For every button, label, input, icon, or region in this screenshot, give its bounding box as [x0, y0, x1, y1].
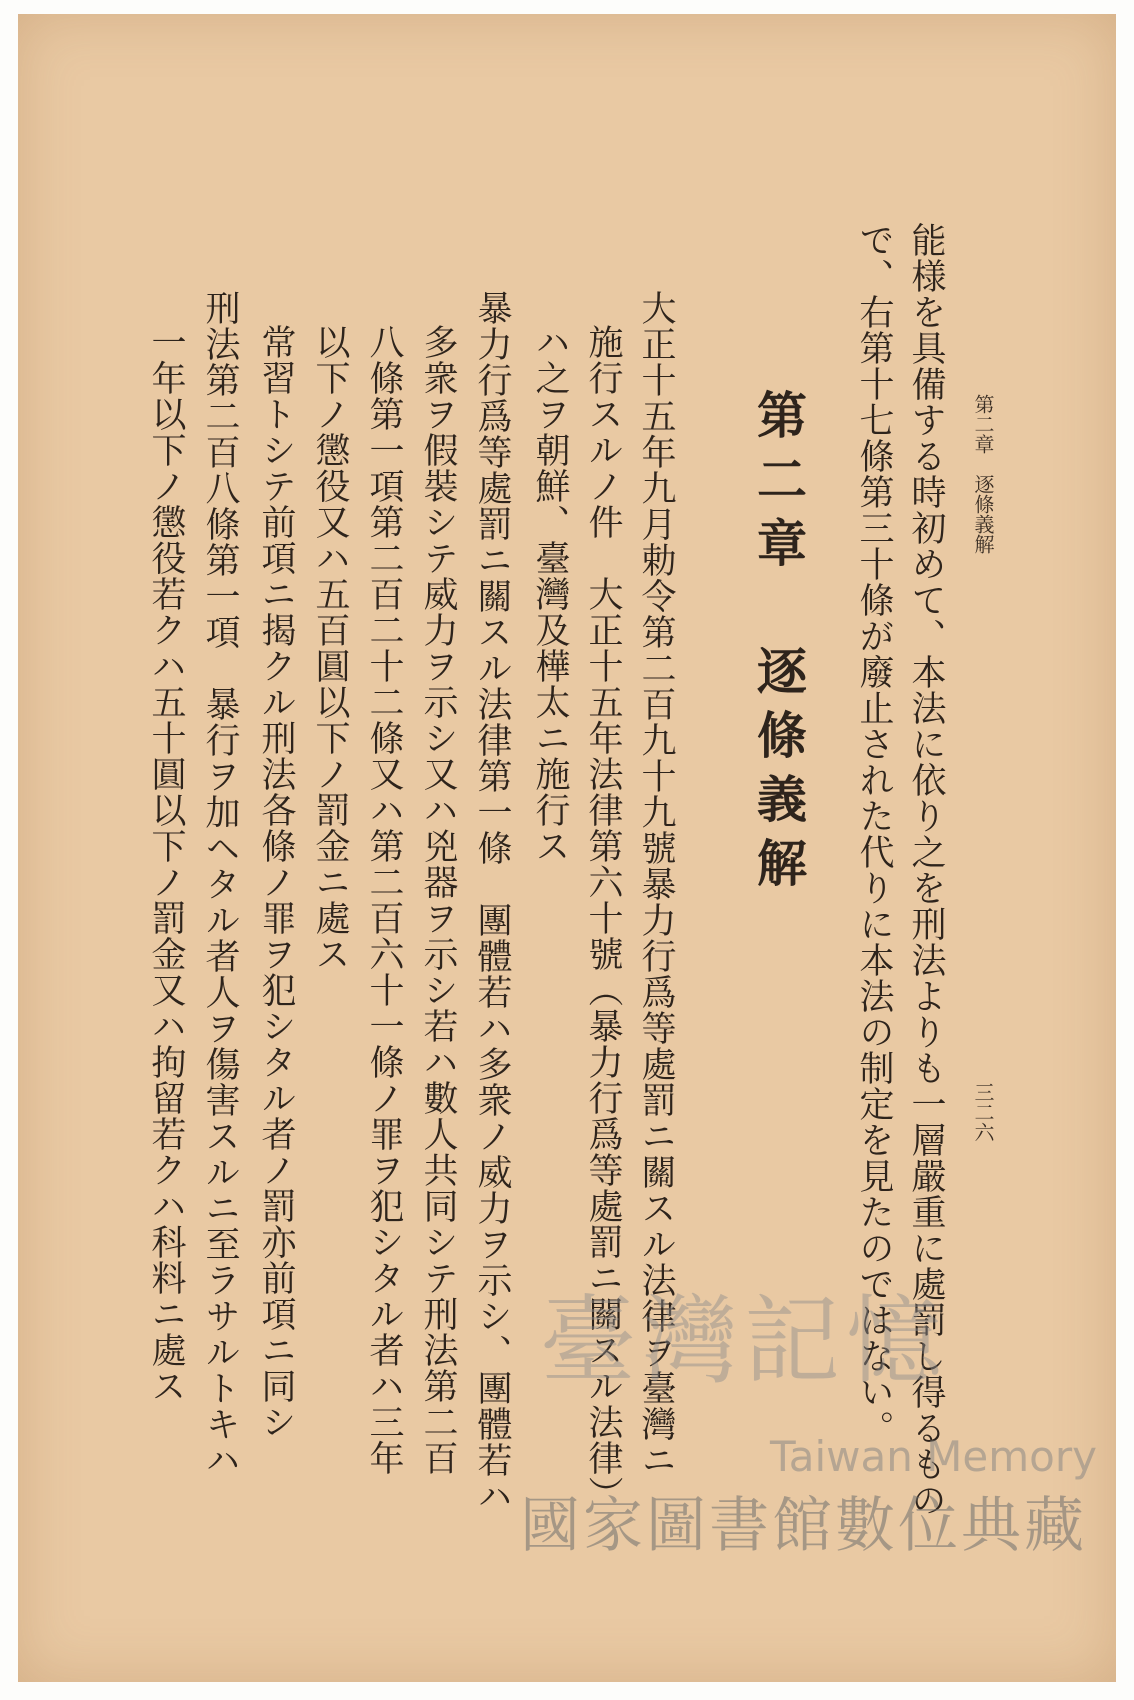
watermark-calligraphy: 臺灣記憶 [540, 1285, 948, 1397]
text-column-10: 常習トシテ前項ニ揭クル刑法各條ノ罪ヲ犯シタル者ノ罰亦前項ニ同シ [256, 324, 296, 1440]
watermark-english: Taiwan Memory [770, 1432, 1097, 1481]
text-column-8: 八條第一項第二百二十二條又ハ第二百六十一條ノ罪ヲ犯シタル者ハ三年 [364, 324, 404, 1476]
text-column-2: で、右第十七條第三十條が廢止された代りに本法の制定を見たのではない。 [854, 222, 894, 1446]
text-column-7: 多衆ヲ假裝シテ威力ヲ示シ又ハ兇器ヲ示シ若ハ數人共同シテ刑法第二百 [418, 324, 458, 1476]
page-number: 三二六 [971, 1082, 995, 1142]
running-header-chapter: 第二章 逐條義解 [971, 394, 995, 554]
watermark-organization: 國家圖書館數位典藏 [520, 1491, 1087, 1561]
chapter-heading: 第二章 逐條義解 [749, 389, 808, 901]
text-column-9: 以下ノ懲役又ハ五百圓以下ノ罰金ニ處ス [310, 324, 350, 972]
text-column-12: 一年以下ノ懲役若クハ五十圓以下ノ罰金又ハ拘留若クハ科料ニ處ス [146, 324, 186, 1404]
text-column-11: 刑法第二百八條第一項 暴行ヲ加ヘタル者人ヲ傷害スルニ至ラサルトキハ [200, 290, 240, 1478]
text-column-4: 施行スルノ件 大正十五年法律第六十號（暴力行爲等處罰ニ關スル法律） [583, 324, 623, 1512]
text-column-3: 大正十五年九月勅令第二百九十九號暴力行爲等處罰ニ關スル法律ヲ臺灣ニ [636, 290, 676, 1478]
text-column-6: 暴力行爲等處罰ニ關スル法律第一條 團體若ハ多衆ノ威力ヲ示シ、團體若ハ [472, 290, 512, 1514]
text-column-1: 能様を具備する時初めて、本法に依り之を刑法よりも一層嚴重に處罰し得るもの [906, 222, 946, 1518]
text-column-5: ハ之ヲ朝鮮、臺灣及樺太ニ施行ス [530, 324, 570, 864]
